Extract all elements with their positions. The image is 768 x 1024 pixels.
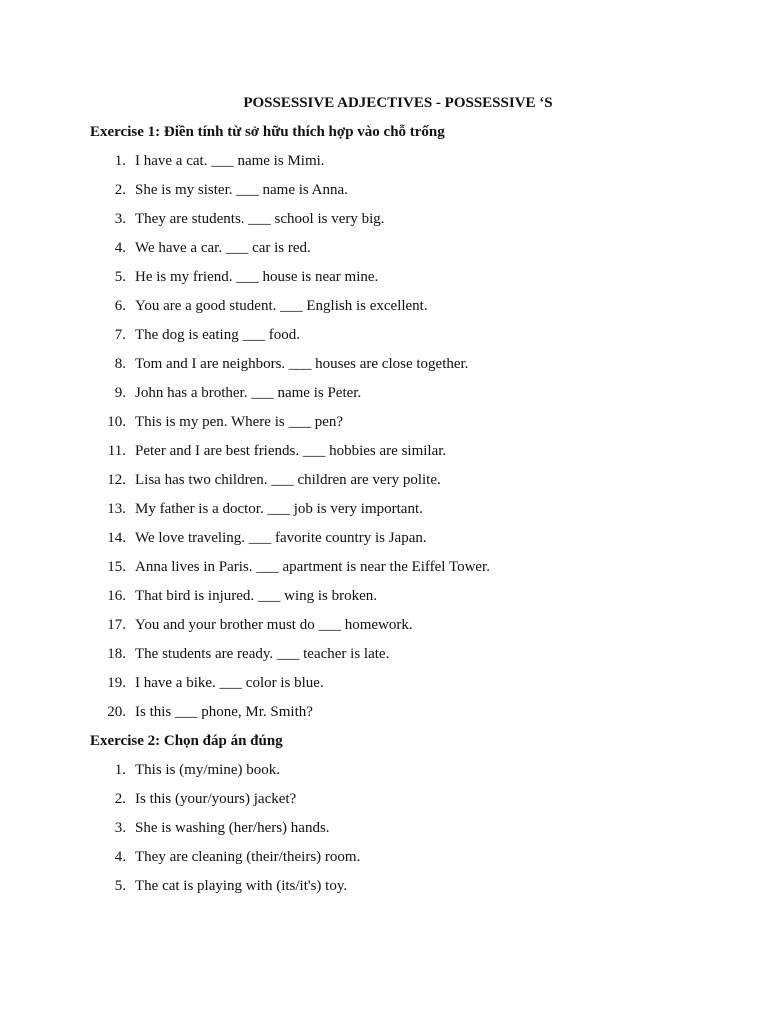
list-item	[0, 615, 768, 644]
item-text: This is my pen. Where is ___ pen?	[135, 414, 344, 430]
item-number: 6.	[114, 298, 126, 314]
item-text: The dog is eating ___ food.	[135, 327, 300, 343]
list-item	[0, 412, 768, 441]
list-item	[0, 441, 768, 470]
list-item	[0, 818, 768, 847]
item-number: 12.	[107, 472, 126, 488]
list-item	[0, 238, 768, 267]
item-number: 15.	[107, 559, 126, 575]
item-text: We love traveling. ___ favorite country is Japan.	[135, 530, 427, 546]
exercise-2-heading: Exercise 2: Chọn đáp án đúng	[90, 733, 283, 749]
item-number: 18.	[107, 646, 126, 662]
item-text: I have a cat. ___ name is Mimi.	[135, 153, 325, 169]
list-item	[0, 267, 768, 296]
item-number: 14.	[107, 530, 126, 546]
list-item	[0, 499, 768, 528]
list-item	[0, 789, 768, 818]
item-number: 4.	[114, 240, 126, 256]
item-number: 8.	[114, 356, 126, 372]
item-text: Peter and I are best friends. ___ hobbies are similar.	[135, 443, 447, 459]
list-item	[0, 847, 768, 876]
item-text: We have a car. ___ car is red.	[135, 240, 311, 256]
item-text: You are a good student. ___ English is excellent.	[135, 298, 428, 314]
item-number: 3.	[114, 820, 126, 836]
item-number: 2.	[114, 791, 126, 807]
item-text: That bird is injured. ___ wing is broken.	[135, 588, 378, 604]
item-number: 11.	[107, 443, 126, 459]
item-text: She is washing (her/hers) hands.	[135, 820, 330, 836]
item-number: 1.	[114, 153, 126, 169]
list-item	[0, 151, 768, 180]
item-text: She is my sister. ___ name is Anna.	[135, 182, 348, 198]
exercise-1-heading: Exercise 1: Điền tính từ sở hữu thích hợp vào chỗ trống	[90, 124, 445, 140]
item-text: Lisa has two children. ___ children are very polite.	[135, 472, 441, 488]
item-number: 5.	[114, 878, 126, 894]
item-text: Is this ___ phone, Mr. Smith?	[135, 704, 313, 720]
item-text: This is (my/mine) book.	[135, 762, 280, 778]
exercise-1-list	[0, 151, 768, 731]
list-item	[0, 354, 768, 383]
list-item	[0, 876, 768, 905]
item-number: 7.	[114, 327, 126, 343]
exercise-2-list	[0, 760, 768, 905]
list-item	[0, 209, 768, 238]
item-number: 4.	[114, 849, 126, 865]
list-item	[0, 180, 768, 209]
list-item	[0, 760, 768, 789]
list-item	[0, 528, 768, 557]
item-number: 5.	[114, 269, 126, 285]
item-number: 3.	[114, 211, 126, 227]
item-text: My father is a doctor. ___ job is very important.	[135, 501, 423, 517]
item-text: John has a brother. ___ name is Peter.	[135, 385, 362, 401]
item-text: The cat is playing with (its/it's) toy.	[135, 878, 348, 894]
item-text: You and your brother must do ___ homework.	[135, 617, 413, 633]
item-text: He is my friend. ___ house is near mine.	[135, 269, 379, 285]
item-text: I have a bike. ___ color is blue.	[135, 675, 324, 691]
item-number: 17.	[107, 617, 126, 633]
document-title: POSSESSIVE ADJECTIVES - POSSESSIVE ‘S	[243, 95, 553, 111]
list-item	[0, 644, 768, 673]
item-number: 13.	[107, 501, 126, 517]
item-text: Is this (your/yours) jacket?	[135, 791, 297, 807]
list-item	[0, 470, 768, 499]
list-item	[0, 702, 768, 731]
item-text: They are cleaning (their/theirs) room.	[135, 849, 361, 865]
list-item	[0, 296, 768, 325]
item-text: They are students. ___ school is very big.	[135, 211, 385, 227]
item-text: The students are ready. ___ teacher is late.	[135, 646, 390, 662]
item-number: 20.	[107, 704, 126, 720]
item-number: 10.	[107, 414, 126, 430]
list-item	[0, 325, 768, 354]
list-item	[0, 557, 768, 586]
item-number: 9.	[114, 385, 126, 401]
list-item	[0, 383, 768, 412]
item-number: 1.	[114, 762, 126, 778]
item-number: 16.	[107, 588, 126, 604]
item-text: Anna lives in Paris. ___ apartment is near the Eiffel Tower.	[135, 559, 490, 575]
item-text: Tom and I are neighbors. ___ houses are close together.	[135, 356, 469, 372]
item-number: 19.	[107, 675, 126, 691]
list-item	[0, 586, 768, 615]
list-item	[0, 673, 768, 702]
item-number: 2.	[114, 182, 126, 198]
